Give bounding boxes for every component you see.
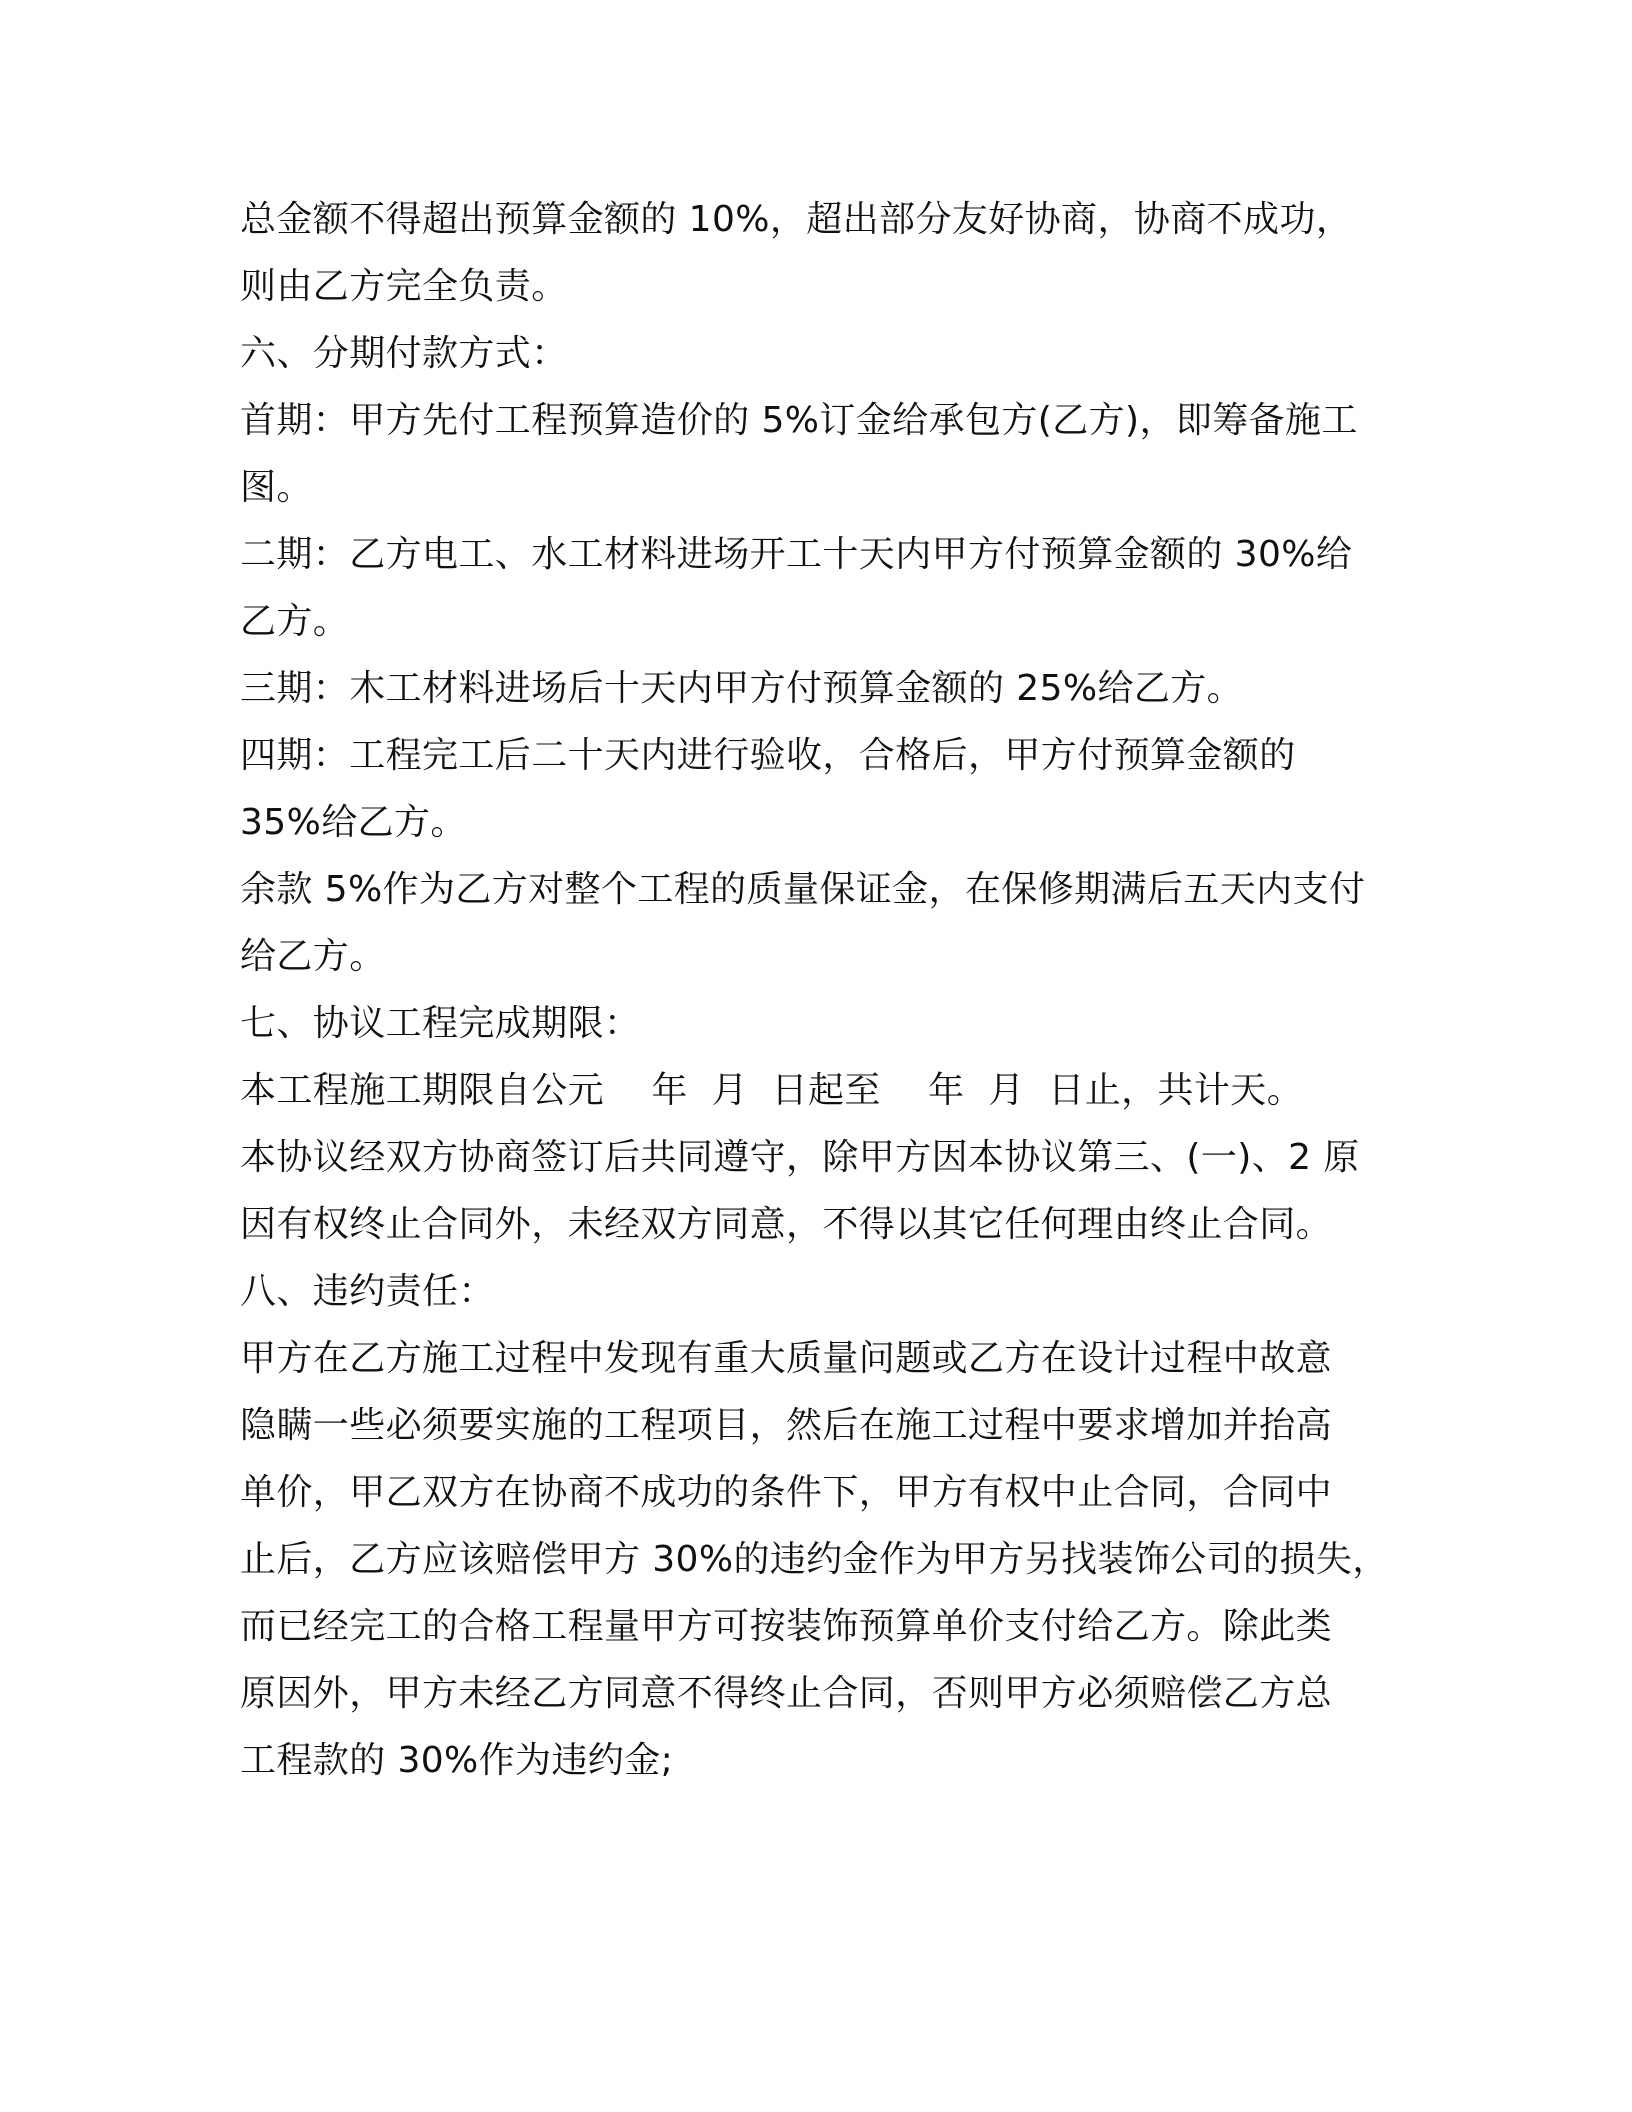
- text-line: 甲方在乙方施工过程中发现有重大质量问题或乙方在设计过程中故意: [240, 1338, 1333, 1379]
- text-line: 则由乙方完全负责。: [240, 266, 568, 307]
- text-line: 35%给乙方。: [240, 802, 467, 843]
- text-line: 隐瞒一些必须要实施的工程项目，然后在施工过程中要求增加并抬高: [240, 1405, 1333, 1446]
- text-line: 工程款的 30%作为违约金;: [240, 1740, 674, 1781]
- text-line: 因有权终止合同外，未经双方同意，不得以其它任何理由终止合同。: [240, 1204, 1333, 1245]
- text-line: 四期：工程完工后二十天内进行验收，合格后，甲方付预算金额的: [240, 735, 1296, 776]
- text-line: 三期：木工材料进场后十天内甲方付预算金额的 25%给乙方。: [240, 668, 1244, 709]
- text-line: 本协议经双方协商签订后共同遵守，除甲方因本协议第三、(一)、2 原: [240, 1137, 1360, 1178]
- text-line: 图。: [240, 467, 313, 508]
- text-line: 单价，甲乙双方在协商不成功的条件下，甲方有权中止合同，合同中: [240, 1472, 1333, 1513]
- text-line: 给乙方。: [240, 936, 386, 977]
- text-line: 首期：甲方先付工程预算造价的 5%订金给承包方(乙方)，即筹备施工: [240, 400, 1358, 441]
- document-body: [240, 186, 1410, 1794]
- section-heading: 八、违约责任：: [240, 1271, 495, 1312]
- text-line: 本工程施工期限自公元 年 月 日起至 年 月 日止，共计天。: [240, 1070, 1304, 1111]
- section-heading: 六、分期付款方式：: [240, 333, 568, 374]
- text-line: 余款 5%作为乙方对整个工程的质量保证金，在保修期满后五天内支付: [240, 869, 1366, 910]
- text-line: 总金额不得超出预算金额的 10%，超出部分友好协商，协商不成功，: [240, 199, 1353, 240]
- text-line: 二期：乙方电工、水工材料进场开工十天内甲方付预算金额的 30%给: [240, 534, 1353, 575]
- section-heading: 七、协议工程完成期限：: [240, 1003, 641, 1044]
- text-line: 止后，乙方应该赔偿甲方 30%的违约金作为甲方另找装饰公司的损失，: [240, 1539, 1389, 1580]
- text-line: 乙方。: [240, 601, 350, 642]
- text-line: 原因外，甲方未经乙方同意不得终止合同，否则甲方必须赔偿乙方总: [240, 1673, 1333, 1714]
- text-line: 而已经完工的合格工程量甲方可按装饰预算单价支付给乙方。除此类: [240, 1606, 1333, 1647]
